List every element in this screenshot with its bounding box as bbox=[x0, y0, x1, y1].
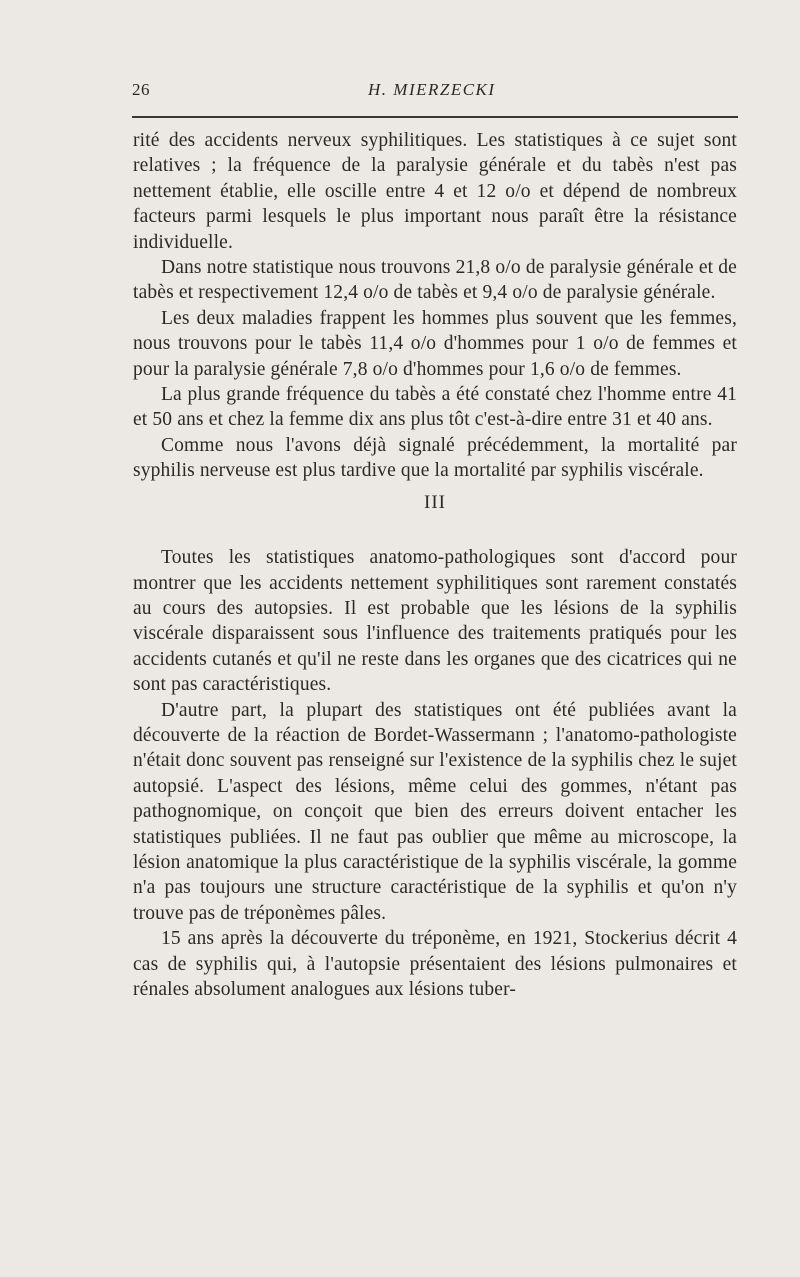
paragraph: La plus grande fréquence du tabès a été constaté chez l'homme entre 41 et 50 ans et chez la femme dix ans plus tôt c'est-à-dire entre 31 et 40 ans. bbox=[133, 384, 737, 431]
paragraph: Toutes les statistiques anatomo-pathologiques sont d'accord pour montrer que les accidents nettement syphilitiques sont rarement constatés au cours des autopsies. Il est probable que les lésions de la syphilis viscérale disparaissent sous l'influence des traitements pratiqués pour les accidents cutanés et qu'il ne reste dans les organes que des cicatrices qui ne sont pas caractéristiques. bbox=[133, 547, 737, 696]
section-heading: III bbox=[424, 491, 446, 513]
paragraph: Comme nous l'avons déjà signalé précédemment, la mortalité par syphilis nerveuse est plus tardive que la mortalité par syphilis viscérale. bbox=[133, 434, 737, 482]
paragraph-continuation: rité des accidents nerveux syphilitiques. Les statistiques à ce sujet sont relatives ; la fréquence de la paralysie générale et du tabès n'est pas nettement établie, elle oscille entre 4 et 12 o/o et dépend de nombreux facteurs parmi lesquels le plus important nous paraît être la résistance individuelle. bbox=[133, 130, 737, 253]
page-header bbox=[132, 80, 738, 104]
body-text bbox=[133, 128, 737, 1002]
page-number: 26 bbox=[132, 80, 150, 99]
paragraph: Les deux maladies frappent les hommes plus souvent que les femmes, nous trouvons pour le tabès 11,4 o/o d'hommes pour 1 o/o de femmes et pour la paralysie générale 7,8 o/o d'hommes pour 1,6 o/o de femmes. bbox=[133, 307, 737, 380]
paragraph: Dans notre statistique nous trouvons 21,8 o/o de paralysie générale et de tabès et respectivement 12,4 o/o de tabès et 9,4 o/o de paralysie générale. bbox=[133, 257, 737, 304]
running-head: H. MIERZECKI bbox=[368, 80, 496, 99]
paragraph: D'autre part, la plupart des statistiques ont été publiées avant la découverte de la réaction de Bordet-Wassermann ; l'anatomo-pathologiste n'était donc souvent pas renseigné sur l'existence de la syphilis chez le sujet autopsié. L'aspect des lésions, même celui des gommes, n'étant pas pathognomique, on conçoit que bien des erreurs doivent entacher les statistiques publiées. Il ne faut pas oublier que même au microscope, la lésion anatomique la plus caractéristique de la syphilis viscérale, la gomme n'a pas toujours une structure caractéristique de la syphilis et qu'on n'y trouve pas de tréponèmes pâles. bbox=[133, 699, 737, 924]
paragraph: 15 ans après la découverte du tréponème, en 1921, Stockerius décrit 4 cas de syphilis qui, à l'autopsie présentaient des lésions pulmonaires et rénales absolument analogues aux lésions tuber- bbox=[133, 928, 737, 1000]
header-rule bbox=[132, 116, 738, 118]
